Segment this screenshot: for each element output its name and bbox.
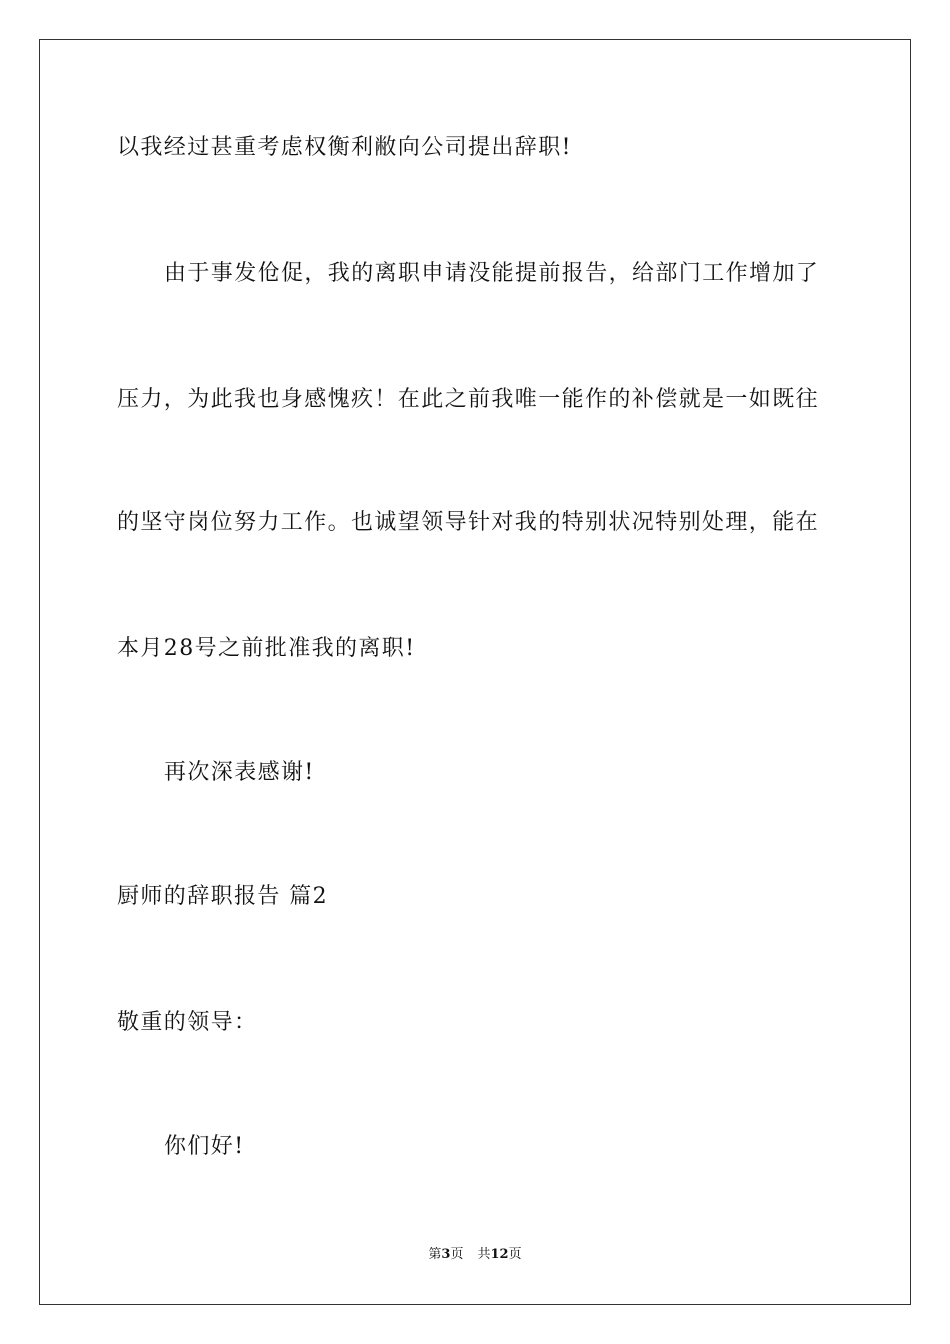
- page-footer: [0, 1247, 950, 1263]
- page-border: [39, 39, 911, 1305]
- body-line-3: 压力，为此我也身感愧疚！在此之前我唯一能作的补偿就是一如既往: [117, 387, 820, 412]
- salutation: 敬重的领导：: [117, 1010, 258, 1035]
- total-suffix: 页: [508, 1247, 522, 1262]
- total-prefix: 共: [477, 1247, 491, 1262]
- body-line-1: 以我经过甚重考虑权衡利敝向公司提出辞职!: [117, 135, 572, 160]
- body-line-5: 本月28号之前批准我的离职!: [117, 636, 416, 661]
- page-number: 3: [441, 1247, 451, 1262]
- total-pages: 12: [490, 1247, 509, 1262]
- page-suffix: 页: [450, 1247, 464, 1262]
- page-prefix: 第: [428, 1247, 442, 1262]
- body-line-4: 的坚守岗位努力工作。也诚望领导针对我的特别状况特别处理，能在: [117, 510, 820, 535]
- closing-thanks: 再次深表感谢!: [164, 760, 315, 785]
- body-line-2: 由于事发伧促，我的离职申请没能提前报告，给部门工作增加了: [164, 261, 820, 286]
- greeting: 你们好!: [164, 1134, 245, 1159]
- section-heading: 厨师的辞职报告 篇2: [117, 884, 328, 909]
